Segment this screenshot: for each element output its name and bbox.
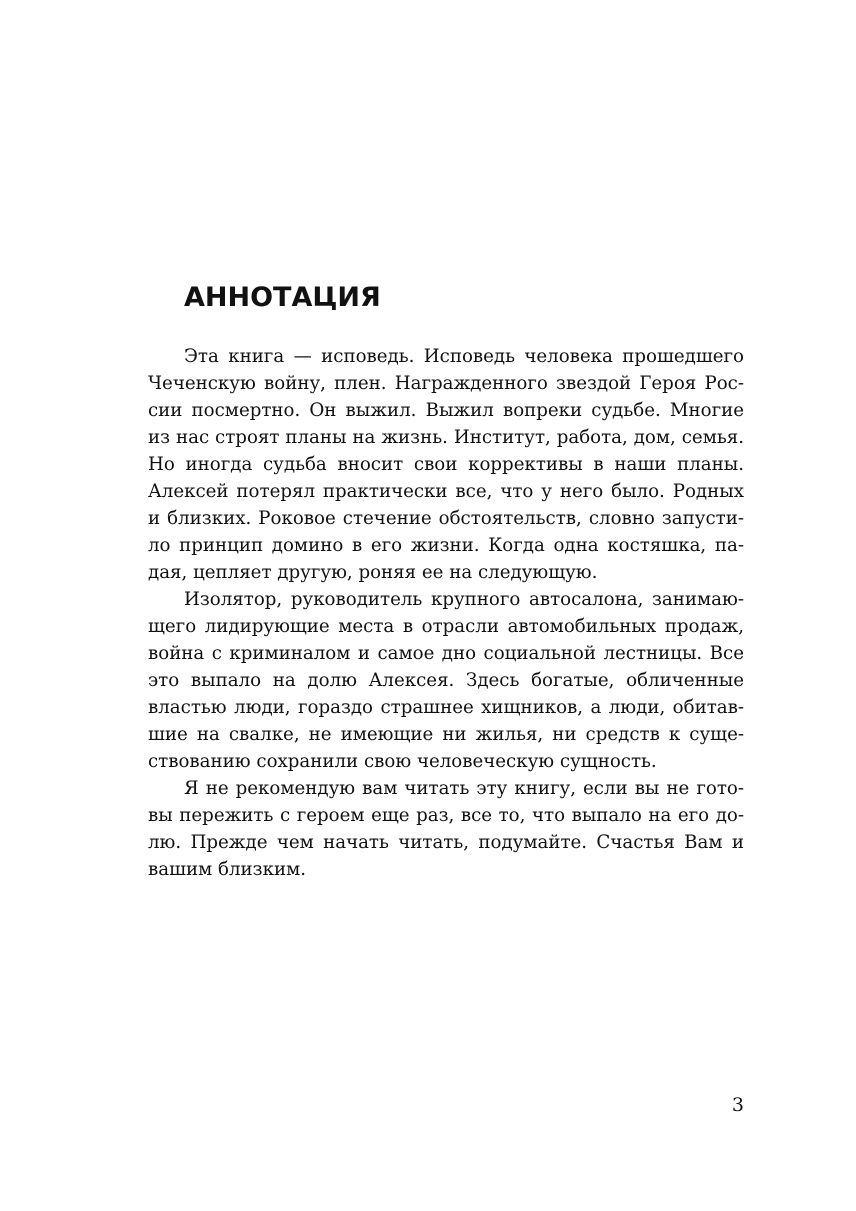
page-title: АННОТАЦИЯ [184, 282, 381, 313]
page-number: 3 [731, 1094, 744, 1116]
paragraph-2: Изолятор, руководитель крупного автосалона, занимающего лидирующие места в отрасли автомобильных продаж, война с криминалом и самое дно социальной лестницы. Все это выпало на долю Алексея. Здесь богатые, обличенные властью люди, гораздо страшнее хищников, а люди, обитавшие на свалке, не имеющие ни жилья, ни средств к существованию сохранили свою человеческую сущность. [148, 589, 744, 772]
annotation-body [148, 343, 744, 883]
paragraph-1: Эта книга — исповедь. Исповедь человека прошедшего Чеченскую войну, плен. Награжденного звездой Героя России посмертно. Он выжил. Выжил вопреки судьбе. Многие из нас строят планы на жизнь. Институт, работа, дом, семья. Но иногда судьба вносит свои коррективы в наши планы. Алексей потерял практически все, что у него было. Родных и близких. Роковое стечение обстоятельств, словно запустило принцип домино в его жизни. Когда одна костяшка, падая, цепляет другую, роняя ее на следующую. [148, 346, 744, 583]
paragraph-3: Я не рекомендую вам читать эту книгу, если вы не готовы пережить с героем еще раз, все то, что выпало на его долю. Прежде чем начать читать, подумайте. Счастья Вам и вашим близким. [148, 778, 744, 880]
